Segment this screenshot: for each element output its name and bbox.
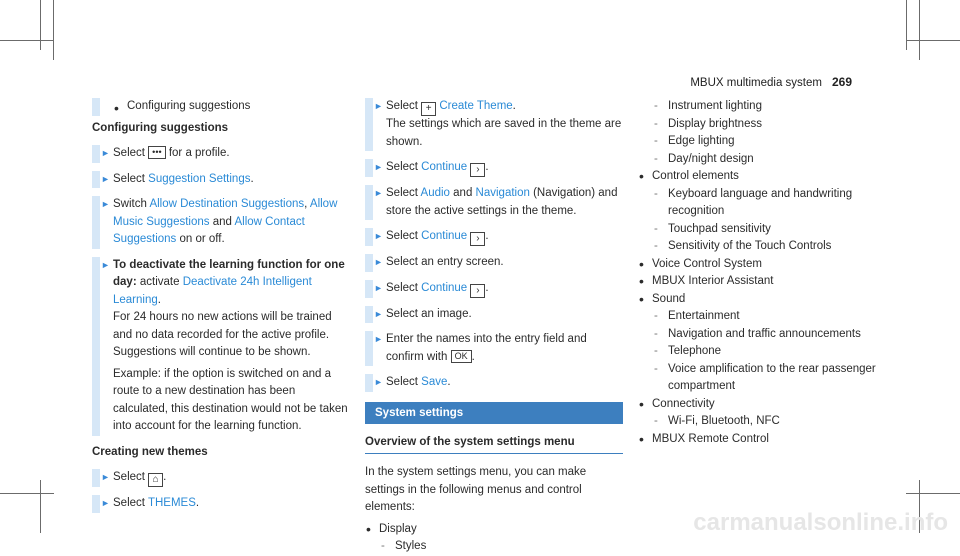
continue-link[interactable]: Continue <box>421 230 468 242</box>
step-bar <box>365 185 373 220</box>
step-bar <box>92 98 100 116</box>
step-text: . <box>250 172 254 185</box>
list-item-text: Day/night design <box>668 152 754 165</box>
step-bar <box>92 145 100 163</box>
deactivate-note: For 24 hours no new actions will be trained and no data recorded for the active profile. Suggestions will continue to be shown. <box>113 311 332 358</box>
step-suggestion-settings <box>92 171 350 189</box>
list-subitem <box>365 538 623 556</box>
step-bar <box>92 196 100 249</box>
step-text: Select an image. <box>386 307 472 320</box>
list-item-text: Entertainment <box>668 310 740 322</box>
arrow-icon: ► <box>101 498 110 508</box>
step-continue-3 <box>365 280 623 298</box>
arrow-icon: ► <box>374 188 383 198</box>
step-text: Switch <box>113 198 147 210</box>
dash-marker: - <box>654 415 658 427</box>
step-text: Select <box>113 172 145 185</box>
step-deactivate <box>92 257 350 436</box>
list-item-text: Navigation and traffic announcements <box>668 327 861 340</box>
dash-marker: - <box>654 222 658 235</box>
dash-marker: - <box>654 117 658 130</box>
step-text: . <box>485 281 489 294</box>
step-text: . <box>157 293 161 306</box>
bullet-dot: • <box>639 430 644 447</box>
list-subitem <box>638 151 888 169</box>
save-link[interactable]: Save <box>421 376 448 388</box>
crop-mark <box>40 0 41 50</box>
bullet-dot: • <box>639 168 644 184</box>
dash-marker: - <box>654 345 658 357</box>
step-enter-names <box>365 331 623 366</box>
arrow-icon: ► <box>374 282 383 293</box>
list-item-text: Voice amplification to the rear passenger compartment <box>668 362 876 392</box>
list-item-text: Styles <box>395 540 427 552</box>
bullet-dot: • <box>639 273 644 289</box>
bullet-dot: • <box>114 100 119 116</box>
list-subitem <box>638 221 888 239</box>
list-item <box>638 168 888 186</box>
crop-mark <box>40 480 41 533</box>
step-text: Select <box>113 147 145 159</box>
navigation-link[interactable]: Navigation <box>475 187 530 199</box>
step-text: Enter the names into the entry field and confirm with <box>386 333 587 363</box>
list-subitem <box>638 186 888 221</box>
step-text: Select <box>386 100 418 112</box>
step-bold: To deactivate the learning function for one day: <box>113 258 345 288</box>
list-item-text: Wi-Fi, Bluetooth, NFC <box>668 415 780 427</box>
list-item-text: Display <box>379 522 417 535</box>
suggestion-settings-link[interactable]: Suggestion Settings <box>148 172 251 185</box>
page-number: 269 <box>831 75 852 89</box>
list-item <box>638 396 888 414</box>
list-subitem <box>638 98 888 116</box>
column-middle <box>365 98 623 556</box>
step-text: and <box>453 187 473 199</box>
bullet-item <box>113 100 251 116</box>
header-title: MBUX multimedia system <box>690 77 822 89</box>
list-subitem <box>638 361 888 396</box>
step-text: for a profile. <box>168 147 230 159</box>
crop-mark <box>53 0 54 60</box>
heading-configuring: Configuring suggestions <box>92 121 229 134</box>
list-item <box>638 273 888 291</box>
list-item-text: MBUX Interior Assistant <box>652 275 774 287</box>
step-switch <box>92 196 350 249</box>
list-item-text: Sound <box>652 292 686 305</box>
list-item-text: Sensitivity of the Touch Controls <box>668 240 832 252</box>
column-left <box>92 98 350 521</box>
more-icon: ••• <box>148 146 165 159</box>
step-select-home <box>92 469 350 487</box>
step-text: Select <box>386 187 418 199</box>
list-subitem <box>638 238 888 256</box>
crop-mark <box>906 0 907 50</box>
arrow-icon: ► <box>374 334 383 344</box>
step-continue-1 <box>365 159 623 177</box>
arrow-icon: ► <box>101 472 110 482</box>
arrow-icon: ► <box>101 173 110 184</box>
crop-mark <box>906 493 960 494</box>
bullet-dot: • <box>366 520 371 537</box>
column-right <box>638 98 888 448</box>
arrow-icon: ► <box>101 199 110 209</box>
audio-link[interactable]: Audio <box>420 187 450 199</box>
step-continue-2 <box>365 228 623 246</box>
step-bar <box>365 228 373 246</box>
watermark: carmanualsonline.info <box>693 508 948 536</box>
list-item <box>638 291 888 309</box>
arrow-icon: ► <box>101 148 110 158</box>
step-text: Select <box>386 376 418 388</box>
step-text: . <box>512 100 516 112</box>
continue-link[interactable]: Continue <box>421 281 468 294</box>
list-subitem <box>638 133 888 151</box>
dash-marker: - <box>654 362 658 375</box>
step-text: Select an entry screen. <box>386 256 504 268</box>
arrow-icon: ► <box>374 257 383 267</box>
list-subitem <box>638 326 888 344</box>
crop-mark <box>0 40 54 41</box>
bullet-text: Configuring suggestions <box>127 100 251 112</box>
step-image <box>365 306 623 324</box>
step-text: activate <box>139 276 180 288</box>
step-bar <box>365 159 373 177</box>
list-item-text: Control elements <box>652 170 739 182</box>
create-theme-link[interactable]: Create Theme <box>439 100 513 112</box>
step-bar <box>365 98 373 151</box>
step-text: Select <box>386 281 418 294</box>
dash-marker: - <box>654 187 658 200</box>
list-subitem <box>638 308 888 326</box>
allow-destination-link[interactable]: Allow Destination Suggestions <box>149 198 305 210</box>
step-create-theme <box>365 98 623 151</box>
step-text: Select <box>113 497 145 509</box>
arrow-icon: ► <box>374 377 383 387</box>
step-text: . <box>485 161 489 173</box>
heading-creating-themes: Creating new themes <box>92 445 208 458</box>
plus-icon: + <box>421 102 436 116</box>
list-item <box>638 256 888 274</box>
arrow-icon: ► <box>374 308 383 319</box>
list-item-text: Edge lighting <box>668 135 735 147</box>
bullet-dot: • <box>639 395 644 412</box>
list-item-text: Display brightness <box>668 117 762 130</box>
list-item-text: Connectivity <box>652 397 715 410</box>
step-bar <box>365 306 373 324</box>
list-item-text: MBUX Remote Control <box>652 432 769 445</box>
step-bar <box>365 331 373 366</box>
allow-contact-link[interactable]: Allow Contact Suggestions <box>113 215 305 245</box>
deactivate-24h-link[interactable]: Deactivate 24h Intelligent Learning <box>113 276 312 306</box>
intro-text: In the system settings menu, you can make settings in the following menus and control elements: <box>365 466 587 513</box>
step-bar <box>92 171 100 189</box>
dash-marker: - <box>654 240 658 252</box>
bullet-config <box>92 98 350 116</box>
themes-link[interactable]: THEMES <box>147 497 196 509</box>
arrow-icon: ► <box>374 162 383 172</box>
arrow-icon: ► <box>101 259 110 270</box>
list-item-text: Keyboard language and handwriting recognition <box>668 187 853 217</box>
step-text: and <box>212 215 232 228</box>
list-subitem <box>638 116 888 134</box>
dash-marker: - <box>654 327 658 340</box>
chevron-right-icon: › <box>470 232 485 246</box>
ok-icon: OK <box>451 350 472 363</box>
step-select-profile <box>92 145 350 163</box>
deactivate-example: Example: if the option is switched on and a route to a new destination has been calculated, this destination would not be taken into account for the learning function. <box>113 367 348 432</box>
step-bar <box>92 469 100 487</box>
create-theme-note: The settings which are saved in the theme are shown. <box>386 118 622 148</box>
list-subitem <box>638 343 888 361</box>
step-text: . <box>447 376 451 388</box>
dash-marker: - <box>654 135 658 147</box>
page-header <box>690 74 852 93</box>
step-text: . <box>485 230 489 242</box>
step-text: . <box>163 471 167 483</box>
step-entry-screen <box>365 254 623 272</box>
step-themes <box>92 495 350 513</box>
allow-music-link[interactable]: Allow Music Suggestions <box>113 198 338 228</box>
list-item-text: Touchpad sensitivity <box>668 222 771 235</box>
list-item-text: Instrument lighting <box>668 100 762 112</box>
list-item-text: Voice Control System <box>652 257 762 270</box>
dash-marker: - <box>654 152 658 165</box>
step-bar <box>365 374 373 392</box>
bullet-dot: • <box>639 290 644 307</box>
step-text: . <box>195 497 200 509</box>
step-text: Select <box>386 230 418 242</box>
step-text: , <box>304 198 308 210</box>
step-text: . <box>471 350 475 363</box>
crop-mark <box>906 40 960 41</box>
arrow-icon: ► <box>374 101 383 111</box>
arrow-icon: ► <box>374 231 383 241</box>
step-bar <box>92 495 100 513</box>
step-text: (Navigation) and store the active settings in the theme. <box>386 187 618 217</box>
step-text: Select <box>113 471 145 483</box>
chevron-right-icon: › <box>470 163 485 177</box>
step-text: on or off. <box>179 233 225 245</box>
section-bar-system-settings: System settings <box>365 402 623 424</box>
step-text: Select <box>386 161 418 173</box>
home-icon: ⌂ <box>148 473 163 487</box>
step-bar <box>365 254 373 272</box>
heading-overview: Overview of the system settings menu <box>365 434 623 455</box>
list-item-text: Telephone <box>668 345 722 357</box>
step-bar <box>92 257 100 436</box>
list-item <box>365 521 623 539</box>
continue-link[interactable]: Continue <box>421 161 468 173</box>
step-bar <box>365 280 373 298</box>
chevron-right-icon: › <box>470 284 485 298</box>
list-subitem <box>638 413 888 431</box>
bullet-dot: • <box>639 255 644 272</box>
dash-marker: - <box>654 310 658 322</box>
dash-marker: - <box>654 100 658 112</box>
crop-mark <box>919 0 920 60</box>
list-item <box>638 431 888 449</box>
dash-marker: - <box>381 540 385 552</box>
step-save <box>365 374 623 392</box>
crop-mark <box>0 493 54 494</box>
step-audio-navigation <box>365 185 623 220</box>
